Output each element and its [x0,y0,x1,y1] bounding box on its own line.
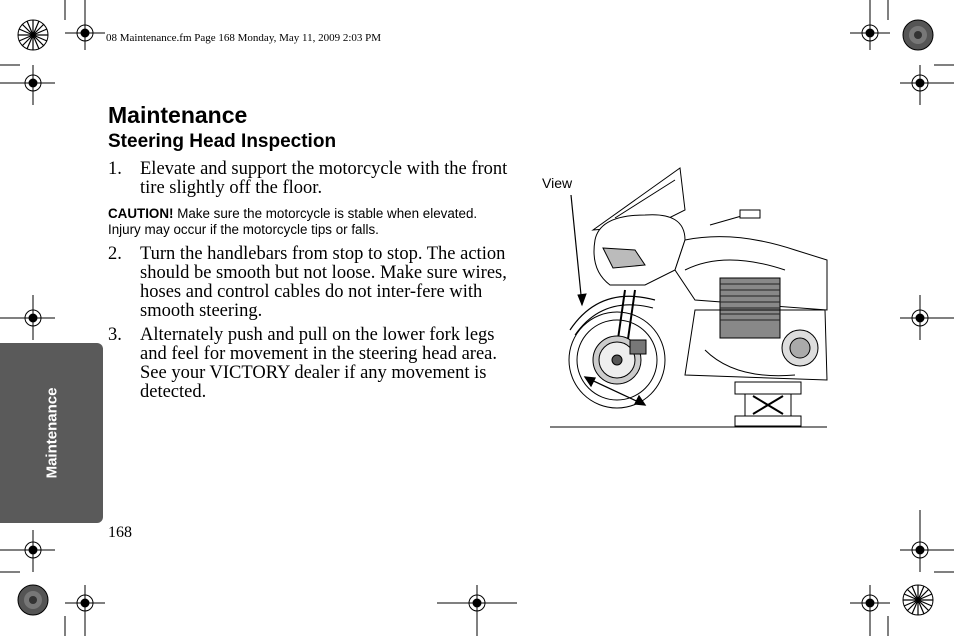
step-number: 1. [108,159,122,179]
step-2 [108,245,520,321]
chapter-tab [0,343,103,523]
page-title: Maintenance [108,102,248,128]
crosshair-mark [0,65,55,105]
crosshair-mark [65,585,105,636]
crosshair-mark [0,530,55,572]
crosshair-mark [850,0,890,50]
lift-stand-icon [735,382,801,426]
crosshair-mark [0,295,55,340]
step-text: Elevate and support the motorcycle with the front tire slightly off the floor. [140,159,508,198]
motorcycle-illustration [535,160,835,435]
step-text: Alternately push and pull on the lower fork legs and feel for movement in the steering head area. See your VICTORY dealer if any movement is detected. [140,325,497,402]
view-label: View [542,175,573,191]
file-header: 08 Maintenance.fm Page 168 Monday, May 11, 2009 2:03 PM [106,32,382,44]
crosshair-mark [900,295,954,340]
step-number: 2. [108,244,122,264]
corner-target-bottom-left [18,585,48,615]
step-3 [108,326,520,402]
caution-note [108,206,508,238]
corner-target-top-right [903,20,933,50]
crosshair-mark [900,510,954,572]
page-number: 168 [108,524,132,541]
front-wheel-icon [569,312,665,408]
crosshair-mark [65,0,105,50]
caution-label: CAUTION! [108,206,174,221]
corner-target-bottom-right [903,585,933,615]
step-number: 3. [108,325,122,345]
crosshair-mark [437,585,517,636]
caution-text: Make sure the motorcycle is stable when elevated. Injury may occur if the motorcycle tips or falls. [108,206,478,237]
crosshair-mark [850,585,890,636]
step-text: Turn the handlebars from stop to stop. The action should be smooth but not loose. Make sure wires, hoses and control cables do not inter-fere with smooth steering. [140,244,507,321]
section-title: Steering Head Inspection [108,131,337,152]
crosshair-mark [900,65,954,105]
step-1 [108,160,520,198]
chapter-tab-label: Maintenance [43,387,60,479]
corner-target-top-left [18,20,48,50]
